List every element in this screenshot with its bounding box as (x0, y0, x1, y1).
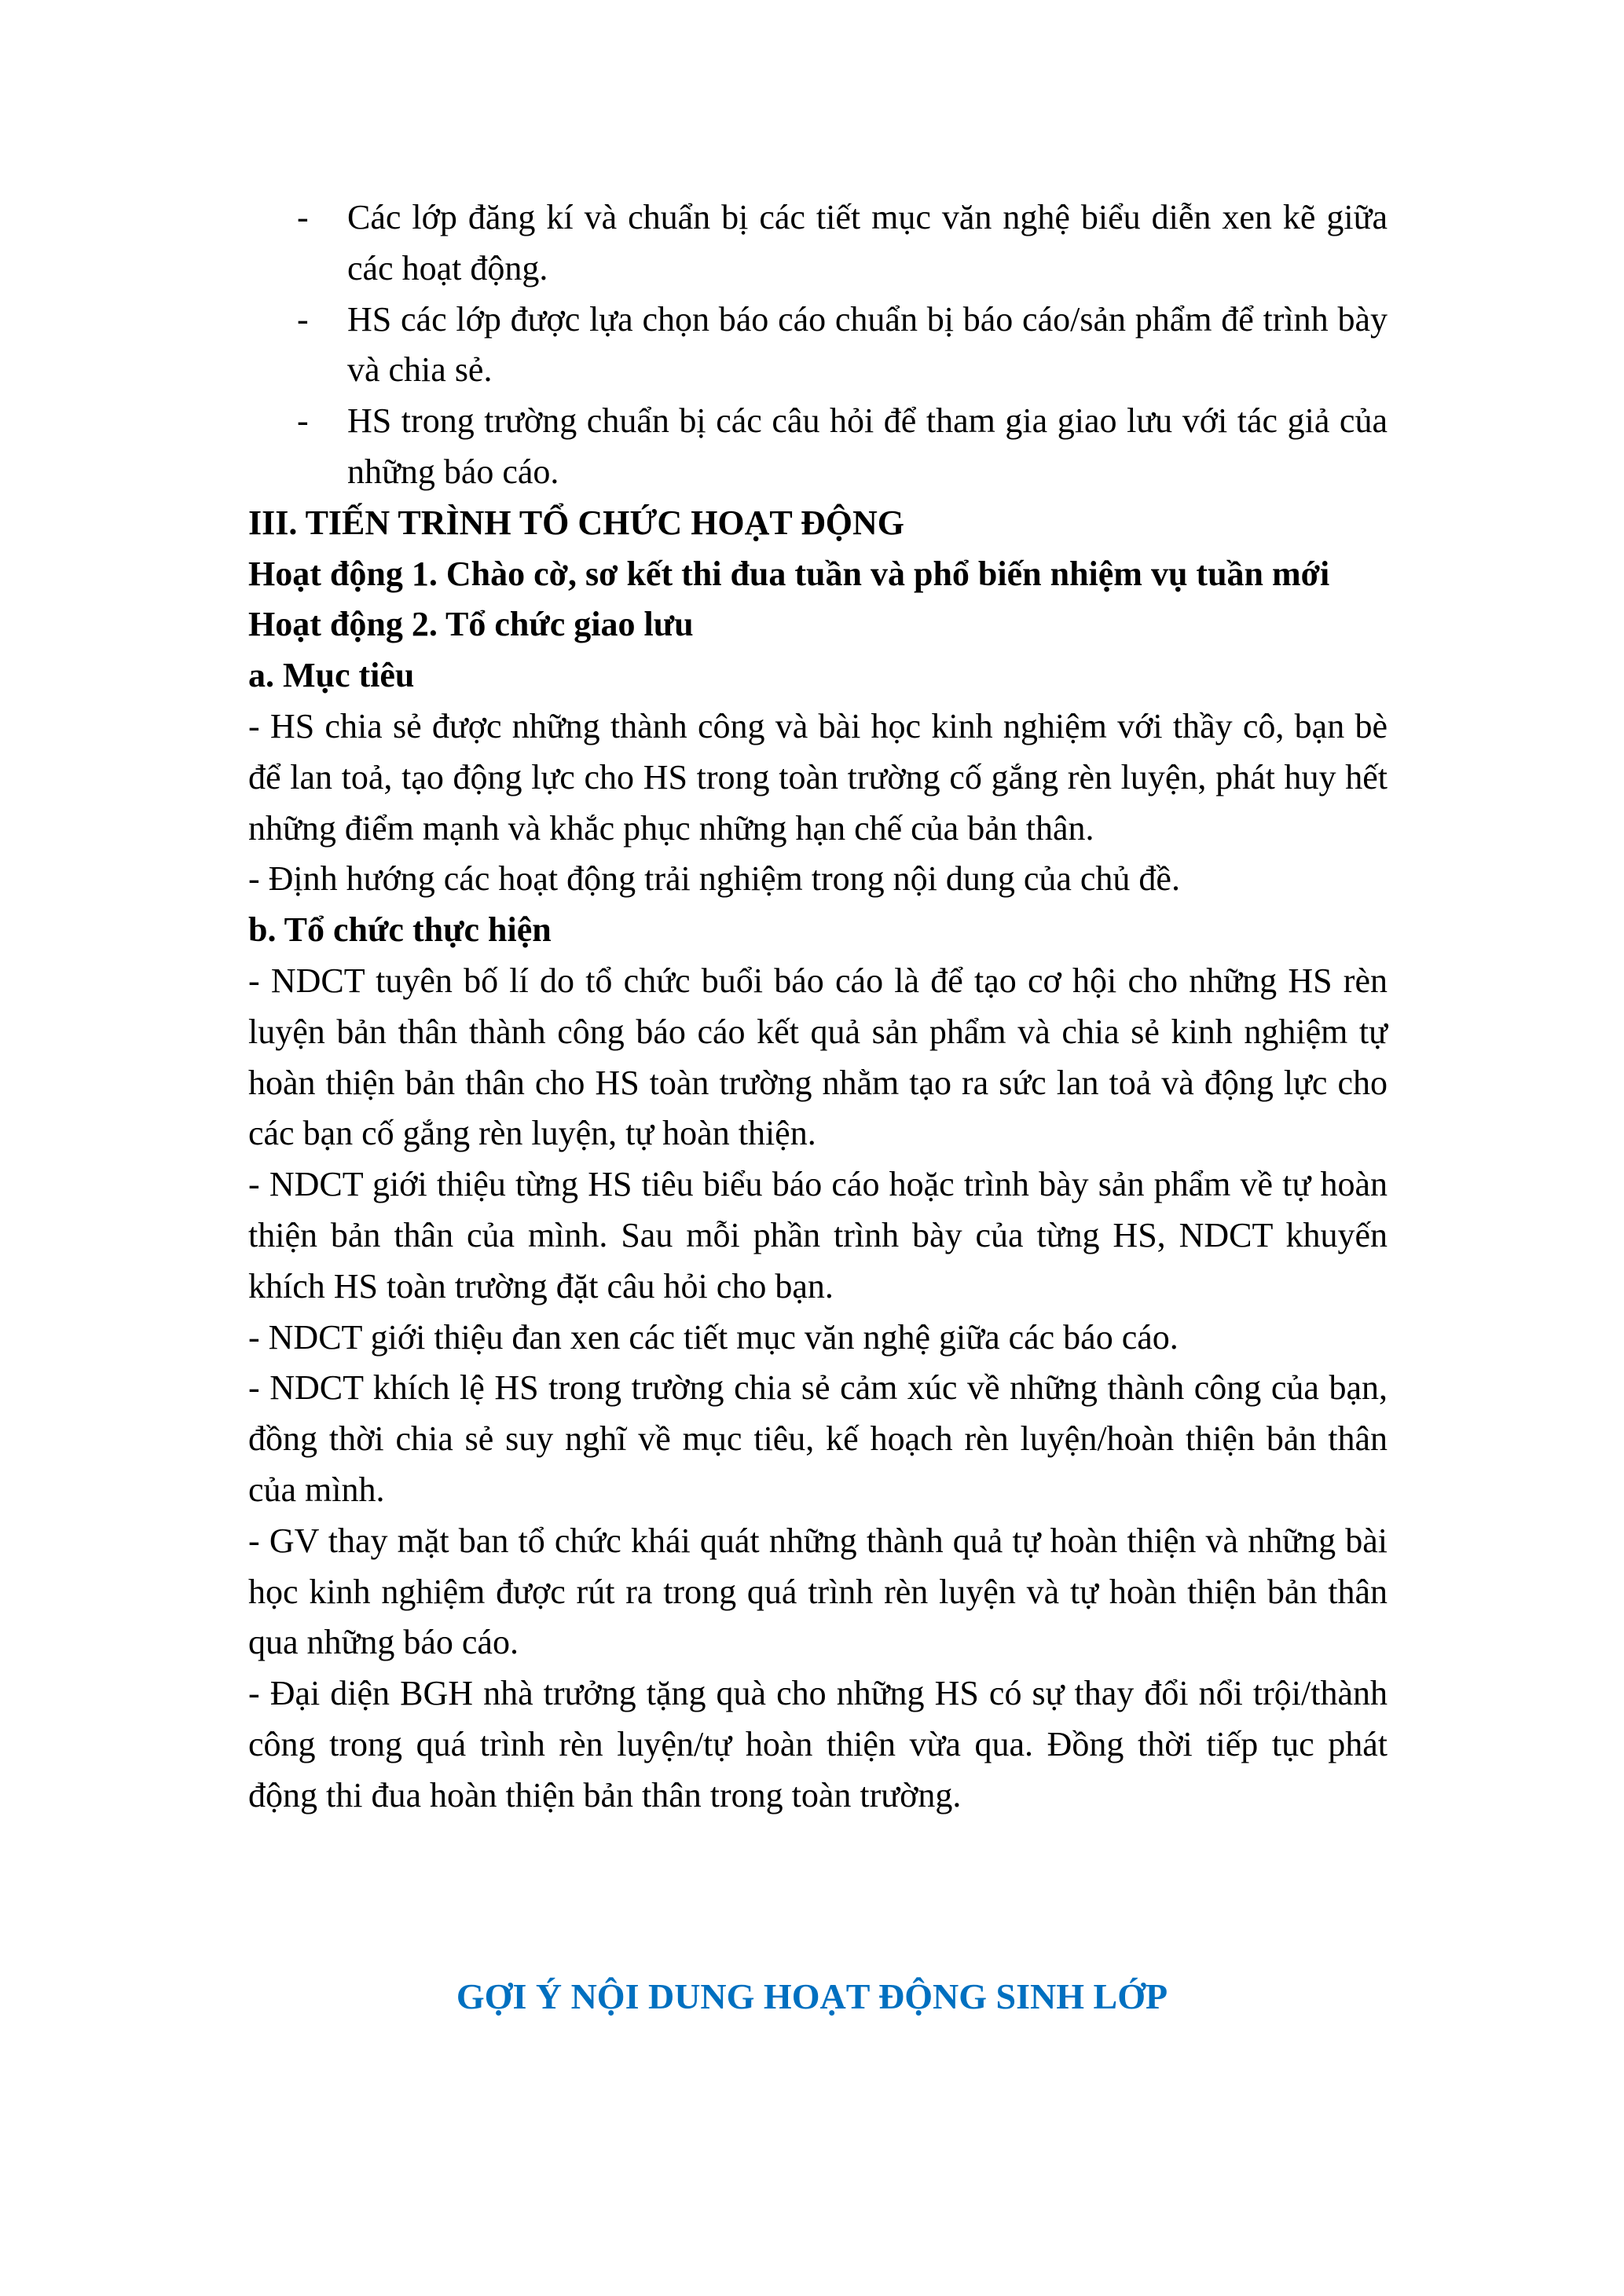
bullet-marker: - (297, 299, 309, 339)
list-item-text: HS các lớp được lựa chọn báo cáo chuẩn bị báo cáo/sản phẩm để trình bày và chia sẻ. (347, 299, 1388, 390)
activity1-heading: Hoạt động 1. Chào cờ, sơ kết thi đua tuần và phổ biến nhiệm vụ tuần mới (248, 554, 1330, 593)
list-item-text: Các lớp đăng kí và chuẩn bị các tiết mục văn nghệ biểu diễn xen kẽ giữa các hoạt động. (347, 198, 1388, 287)
implementation-heading: b. Tổ chức thực hiện (248, 910, 552, 950)
bullet-marker: - (297, 401, 309, 441)
paragraph: - Đại diện BGH nhà trưởng tặng quà cho những HS có sự thay đổi nổi trội/thành công trong quá trình rèn luyện/tự hoàn thiện vừa qua. Đồng thời tiếp tục phát động thi đua hoàn thiện bản thân trong toàn trường. (248, 1674, 1388, 1814)
list-item (248, 295, 1388, 397)
objective-heading: a. Mục tiêu (248, 656, 415, 695)
list-item (248, 396, 1388, 498)
paragraph: - NDCT tuyên bố lí do tổ chức buổi báo cáo là để tạo cơ hội cho những HS rèn luyện bản thân thành công báo cáo kết quả sản phẩm và chia sẻ kinh nghiệm tự hoàn thiện bản thân cho HS toàn trường nhằm tạo ra sức lan toả và động lực cho các bạn cố gắng rèn luyện, tự hoàn thiện. (248, 961, 1388, 1153)
section-heading: III. TIẾN TRÌNH TỔ CHỨC HOẠT ĐỘNG (248, 503, 904, 542)
paragraph: - NDCT giới thiệu từng HS tiêu biểu báo cáo hoặc trình bày sản phẩm về tự hoàn thiện bản thân của mình. Sau mỗi phần trình bày của từng HS, NDCT khuyến khích HS toàn trường đặt câu hỏi cho bạn. (248, 1165, 1388, 1305)
list-item-text: HS trong trường chuẩn bị các câu hỏi để tham gia giao lưu với tác giả của những báo cáo. (347, 401, 1388, 491)
paragraph: - NDCT khích lệ HS trong trường chia sẻ cảm xúc về những thành công của bạn, đồng thời chia sẻ suy nghĩ về mục tiêu, kế hoạch rèn luyện/hoàn thiện bản thân của mình. (248, 1368, 1388, 1509)
footer-title: GỢI Ý NỘI DUNG HOẠT ĐỘNG SINH LỚP (456, 1976, 1168, 2016)
paragraph: - Định hướng các hoạt động trải nghiệm trong nội dung của chủ đề. (248, 859, 1180, 899)
document-body (248, 192, 1388, 1822)
bullet-marker: - (297, 198, 309, 236)
paragraph: - GV thay mặt ban tổ chức khái quát những thành quả tự hoàn thiện và những bài học kinh nghiệm được rút ra trong quá trình rèn luyện và tự hoàn thiện bản thân qua những báo cáo. (248, 1521, 1388, 1662)
paragraph: - NDCT giới thiệu đan xen các tiết mục văn nghệ giữa các báo cáo. (248, 1317, 1179, 1357)
activity2-heading: Hoạt động 2. Tổ chức giao lưu (248, 605, 694, 644)
paragraph: - HS chia sẻ được những thành công và bài học kinh nghiệm với thầy cô, bạn bè để lan toả, tạo động lực cho HS trong toàn trường cố gắng rèn luyện, phát huy hết những điểm mạnh và khắc phục những hạn chế của bản thân. (248, 706, 1388, 848)
list-item (248, 192, 1388, 295)
